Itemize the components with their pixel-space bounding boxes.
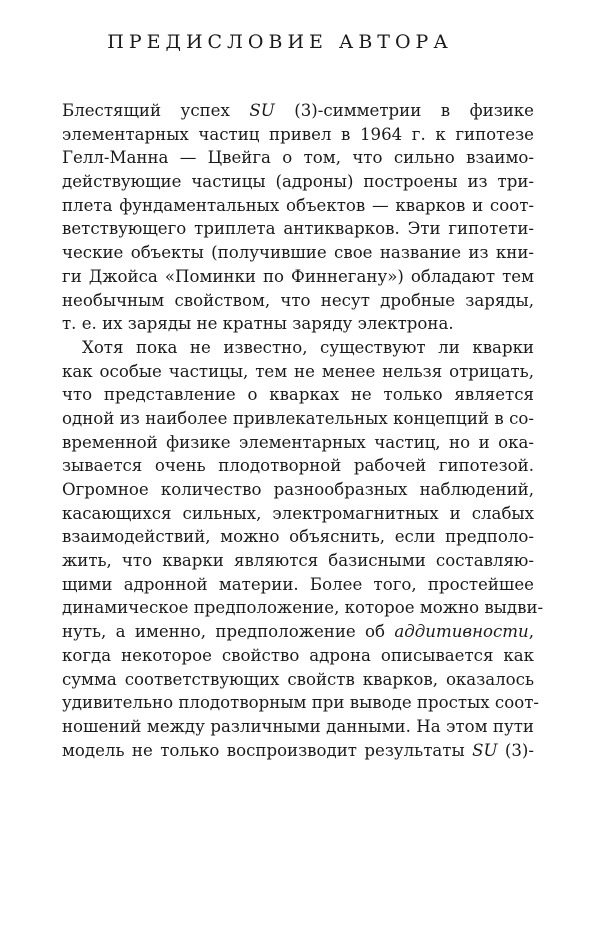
text-line — [62, 620, 534, 644]
text-segment: т. е. их заряды не кратны заряду электрона. — [62, 314, 454, 334]
text-line — [62, 454, 534, 478]
text-segment: ветствующего триплета антикварков. Эти гипотети- — [62, 219, 534, 239]
text-line — [62, 525, 534, 549]
text-segment: плета фундаментальных объектов — кварков и соот- — [62, 195, 534, 215]
text-segment: действующие частицы (адроны) построены из три- — [62, 172, 534, 192]
body-text — [62, 99, 544, 762]
text-segment: ги Джойса «Поминки по Финнегану») обладают тем — [62, 266, 534, 286]
text-segment: что представление о кварках не только является — [62, 385, 534, 405]
text-line — [62, 289, 534, 313]
text-segment: модель не только воспроизводит результаты — [62, 740, 473, 760]
text-segment: удивительно плодотворным при выводе простых соот- — [62, 693, 539, 713]
text-line — [62, 715, 534, 739]
text-segment: Гелл-Манна — Цвейга о том, что сильно взаимо- — [62, 148, 534, 168]
text-line — [62, 312, 534, 336]
text-segment: одной из наиболее привлекательных концепций в со- — [62, 408, 534, 428]
text-line — [62, 573, 534, 597]
text-segment: зывается очень плодотворной рабочей гипотезой. — [62, 456, 534, 476]
text-line — [62, 431, 534, 455]
text-segment: временной физике элементарных частиц, но и ока- — [62, 432, 534, 452]
text-segment: как особые частицы, тем не менее нельзя отрицать, — [62, 361, 534, 381]
italic-term: аддитивности — [394, 622, 529, 642]
text-line — [62, 265, 534, 289]
text-segment: ношений между различными данными. На этом пути — [62, 716, 534, 736]
text-segment: Блестящий успех — [62, 101, 250, 120]
text-line — [62, 336, 534, 360]
text-line — [62, 383, 534, 407]
text-line — [62, 502, 534, 526]
text-line — [62, 123, 534, 147]
text-segment: динамическое предположение, которое можно выдви- — [62, 598, 544, 618]
text-line — [62, 668, 534, 692]
text-segment: необычным свойством, что несут дробные заряды, — [62, 290, 534, 310]
text-line — [62, 360, 534, 384]
text-line — [62, 691, 539, 715]
text-segment: щими адронной материи. Более того, простейшее — [62, 574, 534, 594]
text-line — [62, 644, 534, 668]
text-line — [62, 407, 534, 431]
text-line — [62, 217, 534, 241]
text-line — [62, 549, 534, 573]
text-line — [62, 241, 534, 265]
text-segment: ческие объекты (получившие свое название из кни- — [62, 243, 534, 263]
text-line — [62, 194, 534, 218]
text-line — [62, 146, 534, 170]
text-segment: касающихся сильных, электромагнитных и слабых — [62, 503, 534, 523]
text-segment: , — [528, 622, 534, 642]
text-line — [62, 170, 534, 194]
page-title: ПРЕДИСЛОВИЕ АВТОРА — [107, 31, 453, 53]
text-line — [62, 739, 534, 763]
text-segment: когда некоторое свойство адрона описывается как — [62, 645, 534, 665]
text-line — [62, 99, 534, 123]
text-segment: Хотя пока не известно, существуют ли кварки — [82, 337, 534, 357]
italic-term: SU — [249, 101, 275, 120]
text-segment: сумма соответствующих свойств кварков, оказалось — [62, 669, 534, 689]
text-segment: (3)-симметрии в физике — [274, 101, 534, 120]
text-line — [62, 478, 534, 502]
text-segment: Огромное количество разнообразных наблюдений, — [62, 480, 534, 499]
text-segment: элементарных частиц привел в 1964 г. к гипотезе — [62, 124, 534, 144]
text-line — [62, 596, 544, 620]
text-segment: нуть, а именно, предположение об — [62, 622, 395, 642]
text-segment: жить, что кварки являются базисными составляю- — [62, 551, 534, 571]
text-segment: взаимодействий, можно объяснить, если предполо- — [62, 527, 534, 547]
text-segment: (3)- — [497, 740, 534, 760]
italic-term: SU — [472, 740, 498, 760]
